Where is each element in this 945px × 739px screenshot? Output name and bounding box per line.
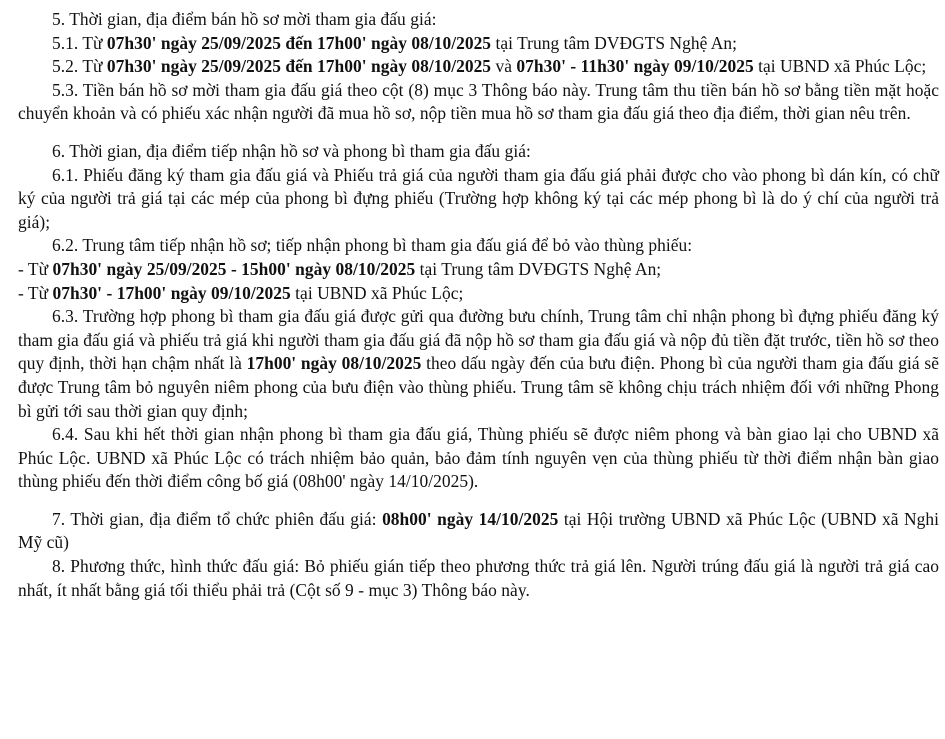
dash-2-a: - Từ (18, 282, 53, 303)
text-5-1-a: 5.1. Từ (52, 32, 107, 53)
section-7 (18, 508, 939, 555)
paragraph-5-2 (18, 55, 939, 79)
text-5-2-a: 5.2. Từ (52, 56, 107, 77)
paragraph-6-1: 6.1. Phiếu đăng ký tham gia đấu giá và Phiếu trả giá của người tham gia đấu giá phải được cho vào phong bì dán kín, có chữ ký của người trả giá tại các mép của phong bì đựng phiếu (Trường hợp không ký tại các mép phong bì là do ý chí của người trả giá); (18, 164, 939, 232)
text-5-1-time: 07h30' ngày 25/09/2025 đến 17h00' ngày 08/10/2025 (106, 32, 492, 53)
dash-1-time: 07h30' ngày 25/09/2025 - 15h00' ngày 08/10/2025 (52, 258, 416, 279)
text-7-c: tại Hội trường UBND xã Phúc Lộc (UBND xã Nghi Mỹ cũ) (18, 508, 939, 553)
text-6-3-deadline: 17h00' ngày 08/10/2025 (246, 353, 422, 374)
paragraph-5-1 (18, 32, 939, 56)
text-5-2-time: 07h30' ngày 25/09/2025 đến 17h00' ngày 08/10/2025 (106, 56, 492, 77)
text-5-1-c: tại Trung tâm DVĐGTS Nghệ An; (491, 32, 738, 53)
dash-2-c: tại UBND xã Phúc Lộc; (290, 282, 464, 303)
text-6-3-c: theo dấu ngày đến của bưu điện. Phong bì của người tham gia đấu giá sẽ được Trung tâm bỏ nguyên niêm phong của bưu điện vào thùng phiếu. Trung tâm sẽ không chịu trách nhiệm đối với những Phong bì gửi tới sau thời gian quy định; (18, 353, 939, 421)
text-5-2-time-2: 07h30' - 11h30' ngày 09/10/2025 (516, 56, 754, 77)
section-8: 8. Phương thức, hình thức đấu giá: Bỏ phiếu gián tiếp theo phương thức trả giá lên. Người trúng đấu giá là người trả giá cao nhất, ít nhất bằng giá tối thiểu phải trả (Cột số 9 - mục 3) Thông báo này. (18, 556, 939, 600)
text-5-2-c: và (491, 56, 517, 77)
text-7-time: 08h00' ngày 14/10/2025 (382, 508, 559, 529)
text-5-2-e: tại UBND xã Phúc Lộc; (753, 56, 927, 77)
paragraph-6-2: 6.2. Trung tâm tiếp nhận hồ sơ; tiếp nhận phong bì tham gia đấu giá để bỏ vào thùng phiếu: (52, 235, 693, 256)
text-6-3-a: 6.3. Trường hợp phong bì tham gia đấu giá được gửi qua đường bưu chính, Trung tâm chỉ nhận phong bì đựng phiếu đăng ký tham gia đấu giá và phiếu trả giá khi người tham gia đấu giá đã nộp hồ sơ tham gia đấu giá và nộp đủ tiền đặt trước, tiền hồ sơ theo quy định, thời hạn chậm nhất là (18, 306, 939, 374)
section-6-heading: 6. Thời gian, địa điểm tiếp nhận hồ sơ và phong bì tham gia đấu giá: (52, 140, 531, 161)
dash-1-c: tại Trung tâm DVĐGTS Nghệ An; (415, 258, 662, 279)
dash-item-1 (18, 258, 939, 282)
dash-2-time: 07h30' - 17h00' ngày 09/10/2025 (52, 282, 291, 303)
section-5-heading: 5. Thời gian, địa điểm bán hồ sơ mời tham gia đấu giá: (52, 9, 437, 29)
paragraph-5-3: 5.3. Tiền bán hồ sơ mời tham gia đấu giá theo cột (8) mục 3 Thông báo này. Trung tâm thu tiền bán hồ sơ bằng tiền mặt hoặc chuyển khoản và có phiếu xác nhận người đã mua hồ sơ, nộp tiền mua hồ sơ tham gia đấu giá theo địa điểm, thời gian nêu trên. (18, 79, 939, 124)
dash-item-2 (18, 282, 939, 306)
paragraph-6-3 (18, 305, 939, 423)
paragraph-6-4: 6.4. Sau khi hết thời gian nhận phong bì tham gia đấu giá, Thùng phiếu sẽ được niêm phong và bàn giao lại cho UBND xã Phúc Lộc. UBND xã Phúc Lộc có trách nhiệm bảo quản, bảo đảm tính nguyên vẹn của thùng phiếu từ thời điểm nhận bàn giao thùng phiếu đến thời điểm công bố giá (08h00' ngày 14/10/2025). (18, 424, 939, 492)
text-7-a: 7. Thời gian, địa điểm tổ chức phiên đấu giá: (52, 508, 383, 529)
dash-1-a: - Từ (18, 258, 53, 279)
